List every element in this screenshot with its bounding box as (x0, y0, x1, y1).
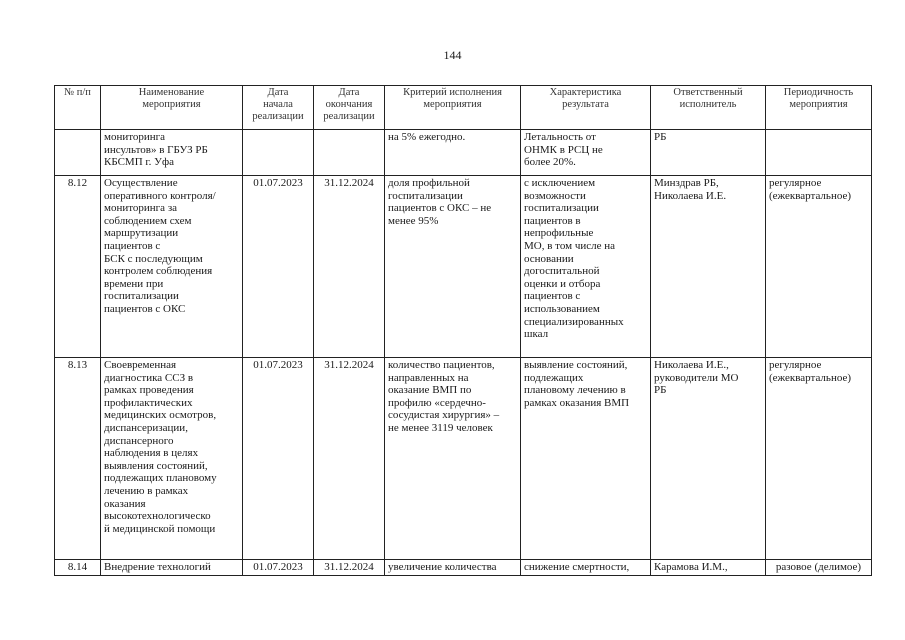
row-result: Летальность от ОНМК в РСЦ не более 20%. (521, 130, 651, 176)
page-number: 144 (443, 48, 462, 62)
row-period: регулярное (ежеквартальное) (766, 358, 872, 560)
table-row (55, 560, 872, 576)
row-responsible: РБ (651, 130, 766, 176)
header-cell: Периодичность мероприятия (766, 86, 872, 130)
row-result: с исключением возможности госпитализации пациентов в непрофильные МО, в том числе на основании догоспитальной оценки и отбора пациентов с использованием специализированных шкал (521, 176, 651, 358)
header-cell: № п/п (55, 86, 101, 130)
row-name: мониторинга инсультов» в ГБУЗ РБ КБСМП г. Уфа (101, 130, 243, 176)
row-number (55, 130, 101, 176)
row-name: Внедрение технологий (101, 560, 243, 576)
header-cell: Наименование мероприятия (101, 86, 243, 130)
row-start-date: 01.07.2023 (243, 176, 314, 358)
row-period: регулярное (ежеквартальное) (766, 176, 872, 358)
table-row (55, 176, 872, 358)
row-number: 8.12 (55, 176, 101, 358)
header-cell: Характеристика результата (521, 86, 651, 130)
row-end-date: 31.12.2024 (314, 560, 385, 576)
row-end-date: 31.12.2024 (314, 358, 385, 560)
header-cell: Дата начала реализации (243, 86, 314, 130)
row-end-date (314, 130, 385, 176)
row-result: выявление состояний, подлежащих плановому лечению в рамках оказания ВМП (521, 358, 651, 560)
row-start-date: 01.07.2023 (243, 560, 314, 576)
row-criterion: увеличение количества (385, 560, 521, 576)
row-number: 8.14 (55, 560, 101, 576)
header-cell: Ответственный исполнитель (651, 86, 766, 130)
row-responsible: Николаева И.Е., руководители МО РБ (651, 358, 766, 560)
row-name: Своевременная диагностика ССЗ в рамках проведения профилактических медицинских осмотров, диспансеризации, диспансерного наблюдения в целях выявления состояний, подлежащих плановому лечению в рамках оказания высокотехнологическо й медицинской помощи (101, 358, 243, 560)
table-row (55, 358, 872, 560)
row-result: снижение смертности, (521, 560, 651, 576)
row-start-date (243, 130, 314, 176)
row-criterion: количество пациентов, направленных на оказание ВМП по профилю «сердечно- сосудистая хирургия» – не менее 3119 человек (385, 358, 521, 560)
row-responsible: Карамова И.М., (651, 560, 766, 576)
measures-table (54, 85, 872, 576)
row-start-date: 01.07.2023 (243, 358, 314, 560)
header-row (55, 86, 872, 130)
row-criterion: доля профильной госпитализации пациентов с ОКС – не менее 95% (385, 176, 521, 358)
row-responsible: Минздрав РБ, Николаева И.Е. (651, 176, 766, 358)
row-number: 8.13 (55, 358, 101, 560)
row-period: разовое (делимое) (766, 560, 872, 576)
row-name: Осуществление оперативного контроля/ мониторинга за соблюдением схем маршрутизации пациентов с БСК с последующим контролем соблюдения времени при госпитализации пациентов с ОКС (101, 176, 243, 358)
header-cell: Дата окончания реализации (314, 86, 385, 130)
row-end-date: 31.12.2024 (314, 176, 385, 358)
header-cell: Критерий исполнения мероприятия (385, 86, 521, 130)
row-criterion: на 5% ежегодно. (385, 130, 521, 176)
row-period (766, 130, 872, 176)
table-row (55, 130, 872, 176)
